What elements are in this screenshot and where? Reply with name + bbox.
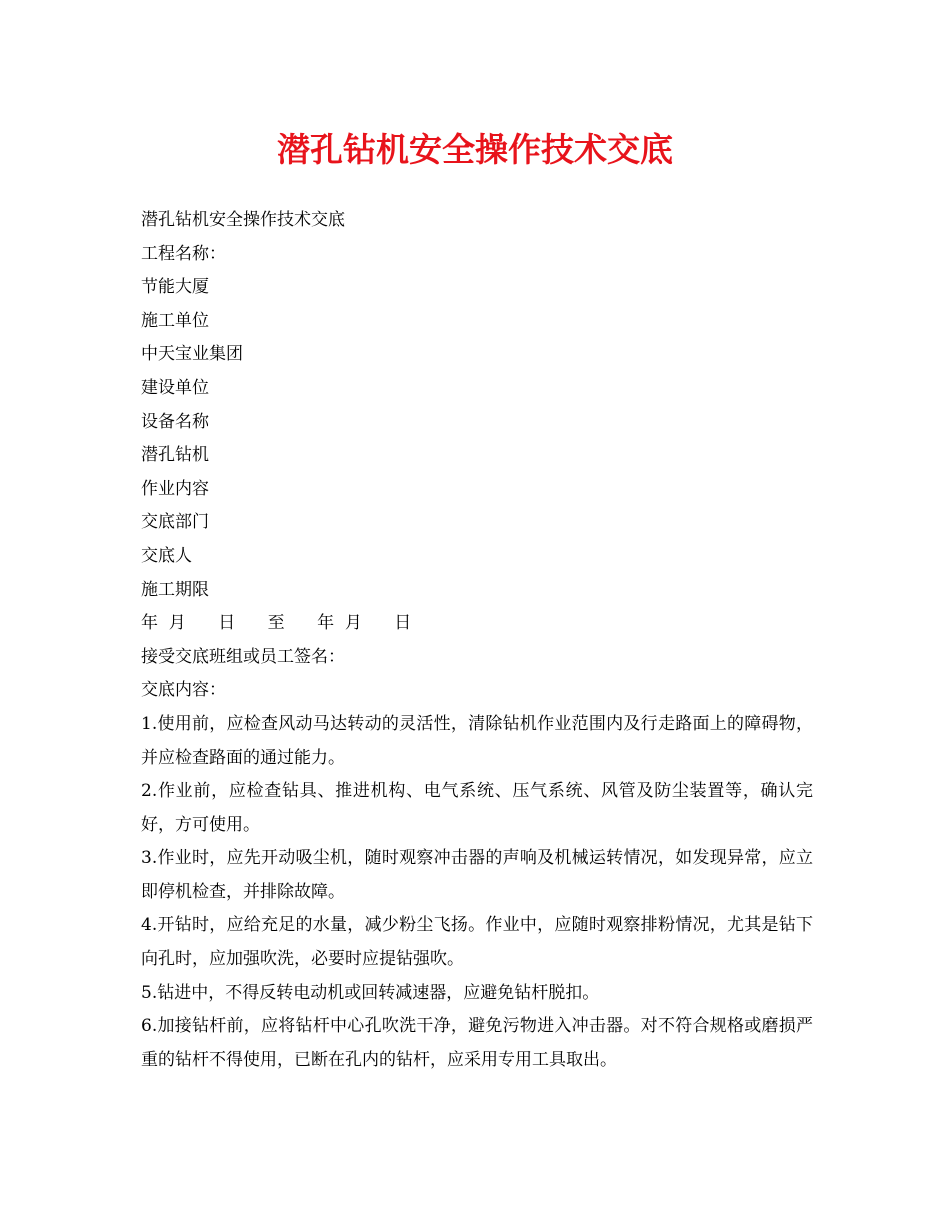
header-line-contractor-label: 施工单位 (141, 310, 209, 331)
content-label: 交底内容： (141, 680, 226, 701)
header-line-contractor: 中天宝业集团 (141, 344, 243, 365)
content-item-4: 4.开钻时，应给充足的水量，减少粉尘飞扬。作业中，应随时观察排粉情况，尤其是钻下向孔时，应加强吹洗，必要时应提钻强吹。 (141, 915, 813, 970)
content-item-3: 3.作业时，应先开动吸尘机，随时观察冲击器的声响及机械运转情况，如发现异常，应立即停机检查，并排除故障。 (141, 848, 813, 902)
header-line-owner-label: 建设单位 (141, 377, 209, 398)
content-item-6: 6.加接钻杆前，应将钻杆中心孔吹洗干净，避免污物进入冲击器。对不符合规格或磨损严重的钻杆不得使用，已断在孔内的钻杆，应采用专用工具取出。 (141, 1016, 813, 1070)
content-item-1: 1.使用前，应检查风动马达转动的灵活性，清除钻机作业范围内及行走路面上的障碍物，并应检查路面的通过能力。 (141, 713, 813, 768)
signature-line: 接受交底班组或员工签名： (141, 646, 345, 667)
header-line-equipment-label: 设备名称 (141, 411, 209, 432)
content-item-5: 5.钻进中，不得反转电动机或回转减速器，应避免钻杆脱扣。 (141, 982, 600, 1003)
header-line-equipment: 潜孔钻机 (141, 445, 209, 466)
header-line-work-content-label: 作业内容 (141, 478, 209, 499)
header-line-project-name-label: 工程名称： (141, 243, 226, 264)
header-line-briefer-label: 交底人 (141, 545, 192, 566)
document-body (141, 204, 813, 1077)
date-range-line: 年 月 日 至 年 月 日 (141, 613, 412, 634)
document-title: 潜孔钻机安全操作技术交底 (277, 130, 673, 169)
header-line-project-name: 节能大厦 (141, 277, 209, 298)
header-line-department-label: 交底部门 (141, 512, 209, 533)
header-line-subtitle: 潜孔钻机安全操作技术交底 (141, 210, 345, 230)
header-line-period-label: 施工期限 (141, 579, 209, 600)
content-item-2: 2.作业前，应检查钻具、推进机构、电气系统、压气系统、风管及防尘装置等，确认完好，方可使用。 (141, 781, 813, 835)
